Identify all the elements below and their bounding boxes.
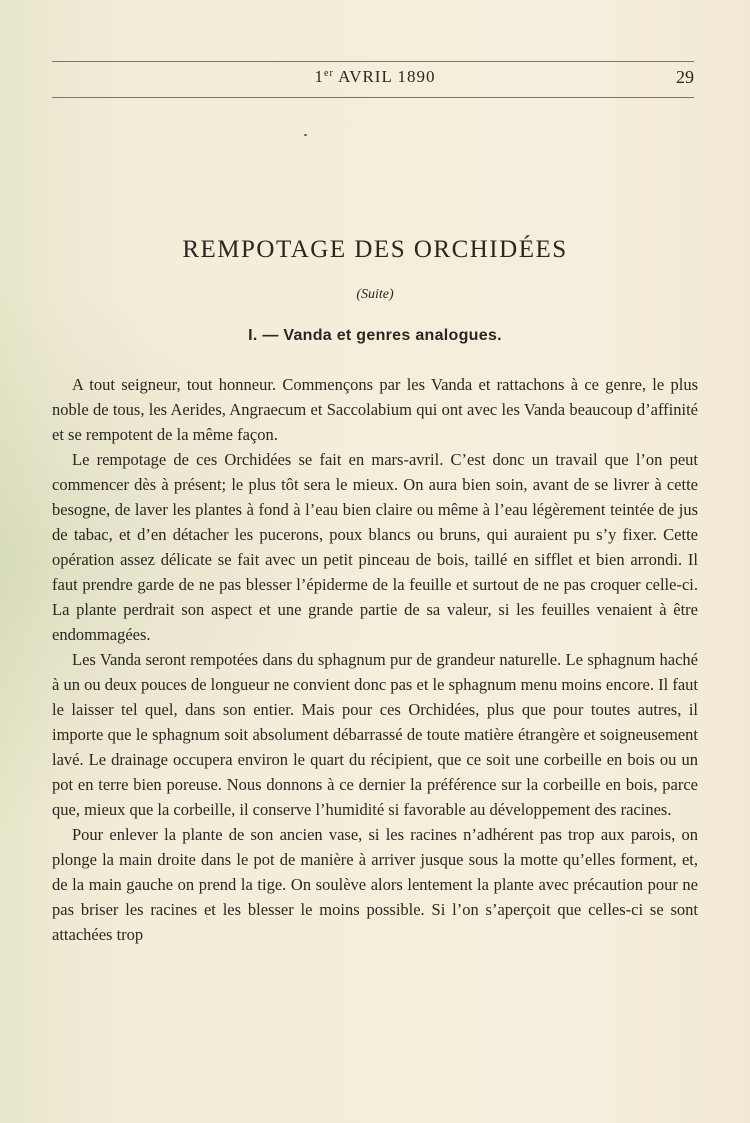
header-date-day: 1 (314, 67, 325, 86)
header-date-month-year: AVRIL 1890 (333, 67, 436, 86)
article-body (52, 372, 698, 947)
print-speck (304, 134, 307, 136)
header-bottom-rule (52, 97, 694, 98)
header-top-rule (52, 61, 694, 62)
article-title: REMPOTAGE DES ORCHIDÉES (182, 236, 568, 263)
paragraph: Les Vanda seront rempotées dans du sphagnum pur de grandeur naturelle. Le sphagnum haché à un ou deux pouces de longueur ne convient donc pas et le sphagnum menu moins encore. Il faut le laisser tel quel, dans son entier. Mais pour ces Orchidées, plus que pour toutes autres, il importe que le sphagnum soit absolument débarrassé de toute matière étrangère et soigneusement lavé. Le drainage occupera environ le quart du récipient, que ce soit une corbeille en bois ou un pot en terre bien poreuse. Nous donnons à ce dernier la préférence sur la corbeille en bois, parce que, mieux que la corbeille, il conserve l’humidité si favorable au développement des racines. (52, 650, 698, 819)
paragraph: Pour enlever la plante de son ancien vase, si les racines n’adhérent pas trop aux parois, on plonge la main droite dans le pot de manière à arriver jusque sous la motte qu’elles forment, et, de la main gauche on prend la tige. On soulève alors lentement la plante avec précaution pour ne pas briser les racines et les blesser le moins possible. Si l’on s’aperçoit que celles-ci se sont attachées trop (52, 825, 698, 944)
section-heading: I. — Vanda et genres analogues. (248, 327, 502, 344)
page-number: 29 (676, 67, 694, 87)
header-date (0, 67, 750, 87)
paragraph: Le rempotage de ces Orchidées se fait en mars-avril. C’est donc un travail que l’on peut commencer dès à présent; le plus tôt sera le mieux. On aura bien soin, avant de se livrer à cette besogne, de laver les plantes à fond à l’eau bien claire ou même à l’eau légèrement teintée de jus de tabac, et d’en détacher les pucerons, poux blancs ou bruns, qui auraient pu s’y fixer. Cette opération assez délicate se fait avec un petit pinceau de bois, taillé en sifflet et bien arrondi. Il faut prendre garde de ne pas blesser l’épiderme de la feuille et surtout de ne pas croquer celle-ci. La plante perdrait son aspect et une grande partie de sa valeur, si les feuilles venaient à être endommagées. (52, 450, 698, 644)
header-date-ordinal: er (324, 68, 334, 79)
paragraph: A tout seigneur, tout honneur. Commençons par les Vanda et rattachons à ce genre, le plus noble de tous, les Aerides, Angraecum et Saccolabium qui ont avec les Vanda beaucoup d’affinité et se rempotent de la même façon. (52, 375, 698, 444)
article-subtitle: (Suite) (356, 287, 394, 302)
